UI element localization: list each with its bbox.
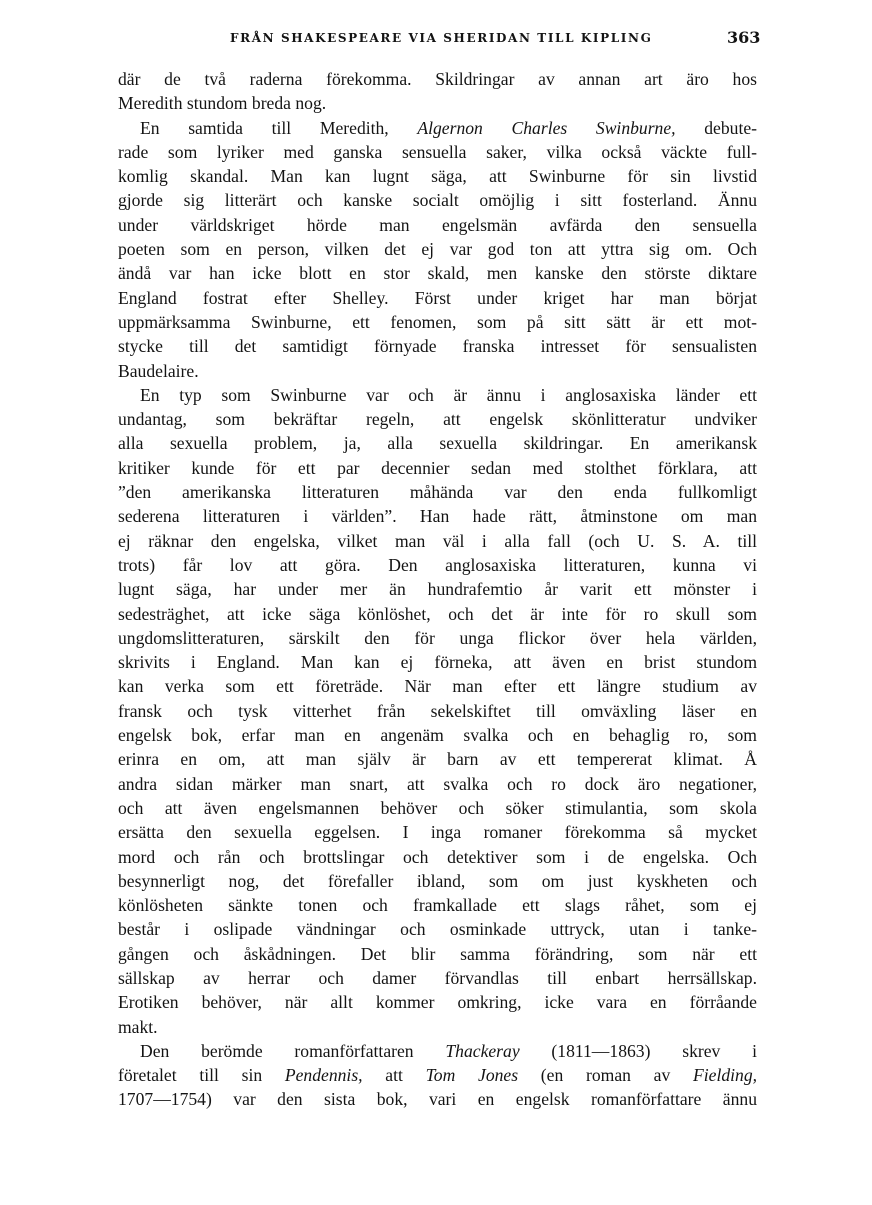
text-segment: Den berömde romanförfattaren [140,1040,446,1061]
text-line [118,504,757,528]
text-segment: under världskriget hörde man engelsmän avfärda den sensuella [118,214,757,235]
text-segment: skrivits i England. Man kan ej förneka, att även en brist stundom [118,652,757,673]
text-segment: sällskap av herrar och damer förvandlas till enbart herrsällskap. [118,967,757,988]
text-segment: komlig skandal. Man kan lugnt säga, att Swinburne för sin livstid [118,166,757,187]
text-line [118,553,757,577]
text-line [118,237,757,261]
text-line [118,699,757,723]
text-segment: ändå var han icke blott en stor skald, men kanske den störste diktare [118,263,757,284]
text-line [118,310,757,334]
text-line [118,407,757,431]
text-line [118,164,757,188]
text-segment: debute- [675,117,757,138]
text-segment: består i oslipade vändningar och osminkade uttryck, utan i tanke- [118,919,757,940]
text-segment: gången och åskådningen. Det blir samma förändring, som när ett [118,943,757,964]
text-segment: engelsk bok, erfar man en angenäm svalka och en behaglig ro, som [118,725,757,746]
text-segment: besynnerligt nog, det förefaller ibland, som om just kyskheten och [118,870,757,891]
text-line [118,431,757,455]
text-segment: 1707—1754) var den sista bok, vari en engelsk romanförfattare ännu [118,1089,757,1110]
text-segment: poeten som en person, vilken det ej var god ton att yttra sig om. Och [118,239,757,260]
text-segment: gjorde sig litterärt och kanske socialt omöjlig i sitt fosterland. Ännu [118,190,757,211]
text-segment: ungdomslitteraturen, särskilt den för unga flickor över hela världen, [118,627,757,648]
text-segment: att [362,1065,426,1086]
page-number: 363 [727,28,761,47]
text-segment: uppmärksamma Swinburne, ett fenomen, som på sitt sätt är ett mot- [118,311,757,332]
text-line [118,1015,757,1039]
text-line [118,261,757,285]
text-line [118,893,757,917]
text-segment: sedesträghet, att icke säga könlöshet, och det är inte för ro skull som [118,603,757,624]
text-line [118,772,757,796]
text-line [118,796,757,820]
text-segment: sederena litteraturen i världen”. Han hade rätt, åtminstone om man [118,506,757,527]
text-segment: kan verka som ett företräde. När man efter ett längre studium av [118,676,757,697]
text-line [118,480,757,504]
text-segment: undantag, som bekräftar regeln, att engelsk skönlitteratur undviker [118,409,757,430]
text-line [118,1039,757,1063]
text-line [118,1087,757,1111]
text-line [118,820,757,844]
text-segment: fransk och tysk vitterhet från sekelskiftet till omväxling läser en [118,700,757,721]
italic-name: Pendennis, [284,1065,363,1086]
text-line [118,577,757,601]
italic-name: Fielding, [693,1065,758,1086]
italic-name: Tom Jones [425,1065,519,1086]
text-segment: stycke till det samtidigt förnyade franska intresset för sensualisten [118,336,757,357]
text-segment: makt. [118,1016,158,1037]
text-line [118,67,757,91]
text-segment: En samtida till Meredith, [140,117,418,138]
running-head: FRÅN SHAKESPEARE VIA SHERIDAN TILL KIPLING [230,31,653,45]
text-line [118,116,757,140]
text-line [118,626,757,650]
text-segment: företalet till sin [118,1065,285,1086]
italic-name: Thackeray [445,1040,520,1061]
text-segment: (1811—1863) skrev i [519,1040,757,1061]
text-segment: ej räknar den engelska, vilket man väl i alla fall (och U. S. A. till [118,530,757,551]
text-segment: rade som lyriker med ganska sensuella saker, vilka också väckte full- [118,141,757,162]
text-segment: Erotiken behöver, när allt kommer omkring, icke vara en förråande [118,992,757,1013]
text-line [118,529,757,553]
text-segment: En typ som Swinburne var och är ännu i anglosaxiska länder ett [140,384,757,405]
text-line [118,140,757,164]
text-line [118,723,757,747]
text-segment: Meredith stundom breda nog. [118,93,327,114]
text-line [118,917,757,941]
text-segment: kritiker kunde för ett par decennier sedan med stolthet förklara, att [118,457,757,478]
body-text [118,67,757,1112]
text-line [118,942,757,966]
text-segment: ”den amerikanska litteraturen måhända var den enda fullkomligt [118,482,757,503]
text-line [118,602,757,626]
italic-name: Algernon Charles Swinburne, [417,117,676,138]
text-segment: trots) får lov att göra. Den anglosaxiska litteraturen, kunna vi [118,554,757,575]
text-line [118,990,757,1014]
text-segment: England fostrat efter Shelley. Först under kriget har man börjat [118,287,757,308]
text-line [118,747,757,771]
text-segment: där de två raderna förekomma. Skildringar av annan art äro hos [118,69,757,89]
text-segment: och att även engelsmannen behöver och söker stimulantia, som skola [118,797,757,818]
text-line [118,383,757,407]
text-line [118,869,757,893]
text-segment: ersätta den sexuella eggelsen. I inga romaner förekomma så mycket [118,822,757,843]
text-segment: (en roman av [518,1065,693,1086]
text-segment: mord och rån och brottslingar och detektiver som i de engelska. Och [118,846,757,867]
text-line [118,456,757,480]
text-line [118,650,757,674]
text-line [118,1063,757,1087]
text-line [118,334,757,358]
text-line [118,359,757,383]
text-line [118,845,757,869]
text-segment: Baudelaire. [118,360,199,381]
text-line [118,213,757,237]
text-segment: erinra en om, att man själv är barn av ett tempererat klimat. Å [118,749,757,770]
text-segment: andra sidan märker man snart, att svalka och ro dock äro negationer, [118,773,757,794]
text-line [118,188,757,212]
text-segment: lugnt säga, har under mer än hundrafemtio år varit ett mönster i [118,579,757,600]
text-line [118,966,757,990]
text-segment: könlösheten sänkte tonen och framkallade ett slags råhet, som ej [118,895,757,916]
text-line [118,674,757,698]
text-line [118,91,757,115]
text-line [118,286,757,310]
text-segment: alla sexuella problem, ja, alla sexuella skildringar. En amerikansk [118,433,757,454]
